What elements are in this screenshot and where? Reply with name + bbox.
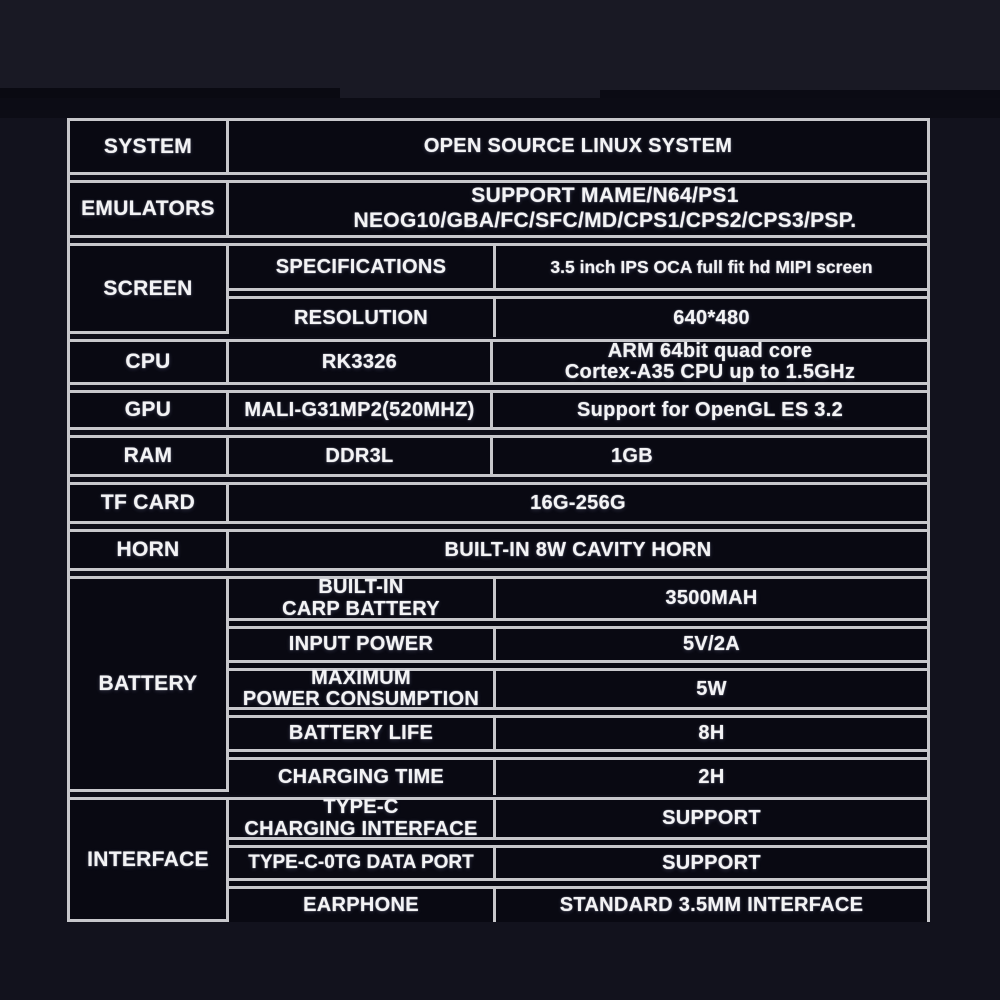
row-interface-typec-charging	[229, 796, 927, 840]
interface-typec-charging-name-line2: CHARGING INTERFACE	[244, 817, 478, 840]
battery-max-consumption-value: 5W	[493, 671, 927, 707]
system-value: OPEN SOURCE LINUX SYSTEM	[226, 121, 927, 172]
battery-max-consumption-name-line2: POWER CONSUMPTION	[242, 688, 480, 710]
interface-typec-charging-value: SUPPORT	[493, 800, 927, 837]
ram-type: DDR3L	[226, 438, 490, 474]
interface-otg-value: SUPPORT	[493, 848, 927, 878]
row-tf-card	[70, 482, 927, 524]
screen-label: SCREEN	[103, 276, 193, 300]
battery-life-value: 8H	[493, 718, 927, 749]
row-cpu	[70, 339, 927, 385]
battery-capacity-value: 3500MAH	[493, 579, 927, 618]
row-battery	[70, 576, 927, 792]
screen-resolution-value: 640*480	[493, 299, 927, 337]
screen-specifications-name: SPECIFICATIONS	[275, 255, 447, 278]
backdrop-top-band	[0, 0, 1000, 98]
screen-resolution-name: RESOLUTION	[293, 306, 429, 329]
battery-capacity-name	[229, 576, 493, 620]
cpu-label: CPU	[125, 350, 171, 373]
row-screen-specifications	[229, 246, 927, 291]
battery-subrows	[226, 576, 927, 789]
battery-label: BATTERY	[98, 672, 198, 695]
system-label: SYSTEM	[103, 134, 193, 158]
screen-subrows	[226, 246, 927, 331]
ram-size: 1GB	[610, 444, 654, 467]
row-screen-resolution	[229, 296, 927, 337]
emulators-value-line1: SUPPORT MAME/N64/PS1	[471, 184, 739, 207]
emulators-label: EMULATORS	[81, 197, 215, 220]
emulators-value-line2: NEOG10/GBA/FC/SFC/MD/CPS1/CPS2/CPS3/PSP.	[353, 209, 857, 233]
interface-label: INTERFACE	[87, 847, 209, 871]
interface-earphone-name: EARPHONE	[303, 894, 419, 916]
row-gpu	[70, 390, 927, 430]
interface-typec-charging-name-line1: TYPE-C	[323, 796, 399, 819]
battery-life-name: BATTERY LIFE	[288, 722, 434, 744]
horn-label: HORN	[116, 538, 180, 561]
gpu-description: Support for OpenGL ES 3.2	[490, 393, 927, 427]
row-battery-life	[229, 715, 927, 752]
ram-size-cell	[490, 438, 927, 474]
battery-capacity-name-line2: CARP BATTERY	[282, 597, 440, 620]
interface-earphone-value: STANDARD 3.5MM INTERFACE	[493, 889, 927, 922]
row-screen	[70, 243, 927, 334]
row-battery-charging-time	[229, 757, 927, 795]
battery-max-consumption-name-line1: MAXIMUM	[311, 666, 411, 689]
cpu-chip: RK3326	[226, 342, 490, 382]
interface-otg-name: TYPE-C-0TG DATA PORT	[248, 852, 474, 873]
interface-typec-charging-name	[229, 796, 493, 840]
cpu-description-line1: ARM 64bit quad core	[607, 339, 813, 362]
row-system	[70, 121, 927, 175]
interface-subrows	[226, 796, 927, 919]
row-interface	[70, 797, 927, 919]
row-interface-earphone	[229, 886, 927, 922]
row-ram	[70, 435, 927, 477]
backdrop-dark-strip	[0, 98, 1000, 118]
battery-max-consumption-name	[229, 666, 493, 710]
cpu-description	[490, 339, 927, 383]
row-interface-otg	[229, 845, 927, 881]
tf-card-value: 16G-256G	[226, 485, 927, 521]
battery-capacity-name-line1: BUILT-IN	[318, 576, 404, 599]
spec-table	[67, 118, 930, 922]
battery-charging-time-name: CHARGING TIME	[277, 766, 445, 788]
tf-card-label: TF CARD	[100, 491, 196, 514]
battery-charging-time-value: 2H	[493, 760, 927, 795]
battery-input-power-value: 5V/2A	[493, 629, 927, 660]
gpu-label: GPU	[124, 398, 172, 421]
row-battery-max-consumption	[229, 668, 927, 710]
ram-label: RAM	[123, 444, 173, 467]
screen-specifications-value: 3.5 inch IPS OCA full fit hd MIPI screen	[493, 246, 927, 288]
row-horn	[70, 529, 927, 571]
cpu-description-line2: Cortex-A35 CPU up to 1.5GHz	[564, 361, 856, 383]
row-battery-capacity	[229, 576, 927, 621]
gpu-chip: MALI-G31MP2(520MHZ)	[226, 393, 490, 427]
horn-value: BUILT-IN 8W CAVITY HORN	[226, 532, 927, 568]
battery-input-power-name: INPUT POWER	[288, 633, 434, 655]
row-battery-input-power	[229, 626, 927, 663]
emulators-value	[226, 183, 927, 235]
row-emulators	[70, 180, 927, 238]
